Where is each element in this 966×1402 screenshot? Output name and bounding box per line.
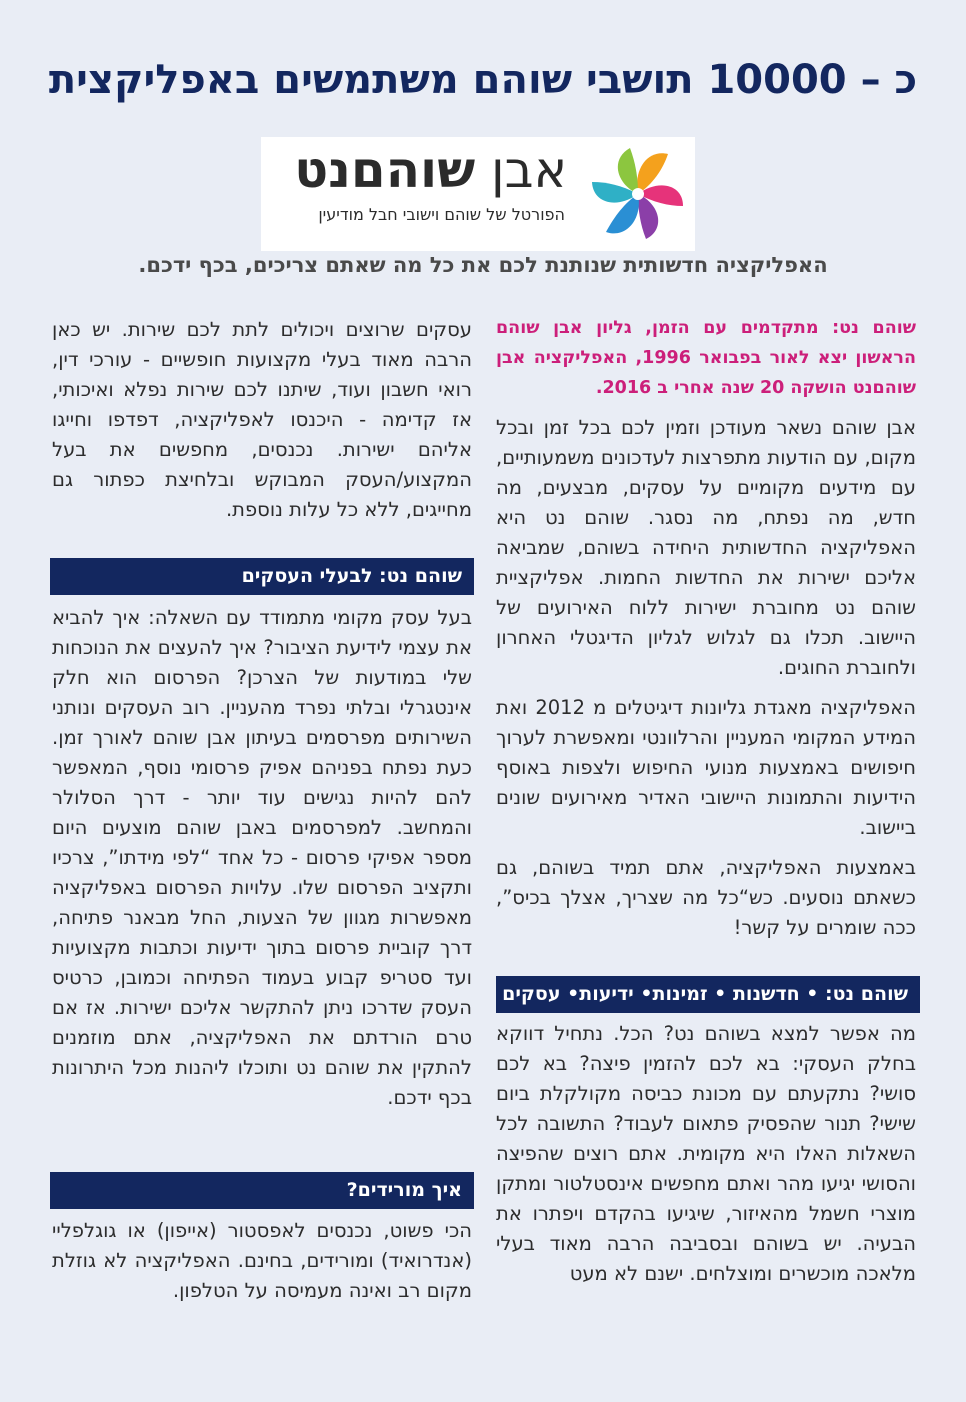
- logo-banner: [261, 137, 695, 251]
- logo-wordmark: [267, 141, 567, 199]
- article-paragraph: עסקים שרוצים ויכולים לתת לכם שירות. יש כאן הרבה מאוד בעלי מקצועות חופשיים - עורכי דין, רואי חשבון ועוד, שיתנו לכם שירות נפלא ואיכותי, אז קדימה - היכנסו לאפליקציה, דפדפו וחייגו אליהם ישירות. נכנסים, מחפשים את בעל המקצוע/העסק המבוקש ובלחיצת כפתור גם מחייגים, ללא כל עלות נוספת.: [52, 318, 472, 521]
- pinwheel-logo-icon: [583, 139, 693, 249]
- left-column-bottom: [52, 1216, 472, 1316]
- section-bar-download: איך מורידים?: [50, 1172, 474, 1209]
- left-column-middle: [52, 603, 472, 1123]
- article-paragraph: באמצעות האפליקציה, אתם תמיד בשוהם, גם כשאתם נוסעים. כש“כל מה שצריך, אצלך בכיס”, ככה שומרים על קשר!: [496, 856, 916, 939]
- right-column-lower: [496, 1019, 916, 1299]
- article-paragraph: הכי פשוט, נכנסים לאפסטור (אייפון) או גוגלפליי (אנדרואיד) ומורידים, בחינם. האפליקציה לא גוזלת מקום רב ואינה מעמיסה על הטלפון.: [52, 1219, 472, 1302]
- article-paragraph: מה אפשר למצא בשוהם נט? הכל. נתחיל דווקא בחלק העסקי: בא לכם להזמין פיצה? בא לכם סושי? נתקעתם עם מכונת כביסה מקולקלת ביום שישי? תנור שהפסיק פתאום לעבוד? התשובה לכל השאלות האלו היא מקומית. אתם רוצים שהפיצה והסושי יגיעו מהר ואתם מחפשים אינסטלטור ומתקן מוצרי חשמל מהאיזור, שיגיעו בהקדם ויפתרו את הבעיה. יש בשוהם ובסביבה הרבה מאוד בעלי מלאכה מוכשרים ומוצלחים. ישנם לא מעט: [496, 1022, 916, 1285]
- logo-tagline: הפורטל של שוהם וישובי חבל מודיעין: [318, 205, 565, 224]
- section-bar-business: שוהם נט: לבעלי העסקים: [50, 558, 474, 595]
- right-column: [496, 313, 916, 953]
- article-paragraph: בעל עסק מקומי מתמודד עם השאלה: איך להביא את עצמי לידיעת הציבור? איך להעצים את הנוכחות שלי במודעות של הצרכן? הפרסום הוא חלק אינטגרלי ובלתי נפרד מהעניין. רוב העסקים ונותני השירותים מפרסמים בעיתון אבן שוהם לאורך זמן. כעת נפתח בפניהם אפיק פרסומי נוסף, המאפשר להם להיות נגישים עוד יותר - דרך הסלולר והמחשב. למפרסמים באבן שוהם מוצעים היום מספר אפיקי פרסום - כל אחד “לפי מידתו”, צרכיו ותקציב הפרסום שלו. עלויות הפרסום באפליקציה מאפשרות מגוון של הצעות, החל מבאנר פתיחה, דרך קוביית פרסום בתוך ידיעות וכתבות מקצועיות ועד סטריפ קבוע בעמוד הפתיחה וכמובן, כרטיס העסק שדרכו ניתן להתקשר אליכם ישירות. אז אם טרם הורדתם את האפליקציה, אתם מוזמנים להתקין את שוהם נט ותוכלו ליהנות מכל היתרונות בכף ידכם.: [52, 606, 472, 1109]
- lead-paragraph: שוהם נט: מתקדמים עם הזמן, גליון אבן שוהם הראשון יצא לאור בפבואר 1996, האפליקציה אבן שוהםנט הושקה 20 שנה אחרי ב 2016.: [496, 318, 916, 398]
- article-paragraph: אבן שוהם נשאר מעודכן וזמין לכם בכל זמן ובכל מקום, עם הודעות מתפרצות לעדכונים משמעותיים, עם מידעים מקומיים על עסקים, מבצעים, מה חדש, מה נפתח, מה נסגר. שוהם נט היא האפליקציה החדשותית היחידה בשוהם, שמביאה אליכם ישירות את החדשות החמות. אפליקציית שוהם נט מחוברת ישירות ללוח האירועים של היישוב. תכלו גם לגלוש לגליון הדיגטלי האחרון ולחוברת החוגים.: [496, 416, 916, 679]
- left-column-top: [52, 315, 472, 535]
- logo-name-part3: נט: [294, 141, 351, 199]
- logo-name-part1: אבן: [475, 141, 567, 199]
- page-subheadline: האפליקציה חדשותית שנותנת לכם את כל מה שאתם צריכים, בכף ידכם.: [138, 253, 828, 277]
- page-headline: כ – 10000 תושבי שוהם משתמשים באפליקצית: [48, 57, 918, 103]
- section-bar-features: שוהם נט: • חדשנות • זמינות• ידיעות• עסקים: [496, 976, 920, 1013]
- article-paragraph: האפליקציה מאגדת גליונות דיגיטלים מ 2012 ואת המידע המקומי המעניין והרלוונטי ומאפשרת לערוך חיפושים באמצעות מנועי החיפוש ולצפות באוסף הידיעות והתמונות היישובי האדיר מאירועים שונים ביישוב.: [496, 696, 916, 839]
- logo-name-part2: שוהם: [350, 141, 476, 199]
